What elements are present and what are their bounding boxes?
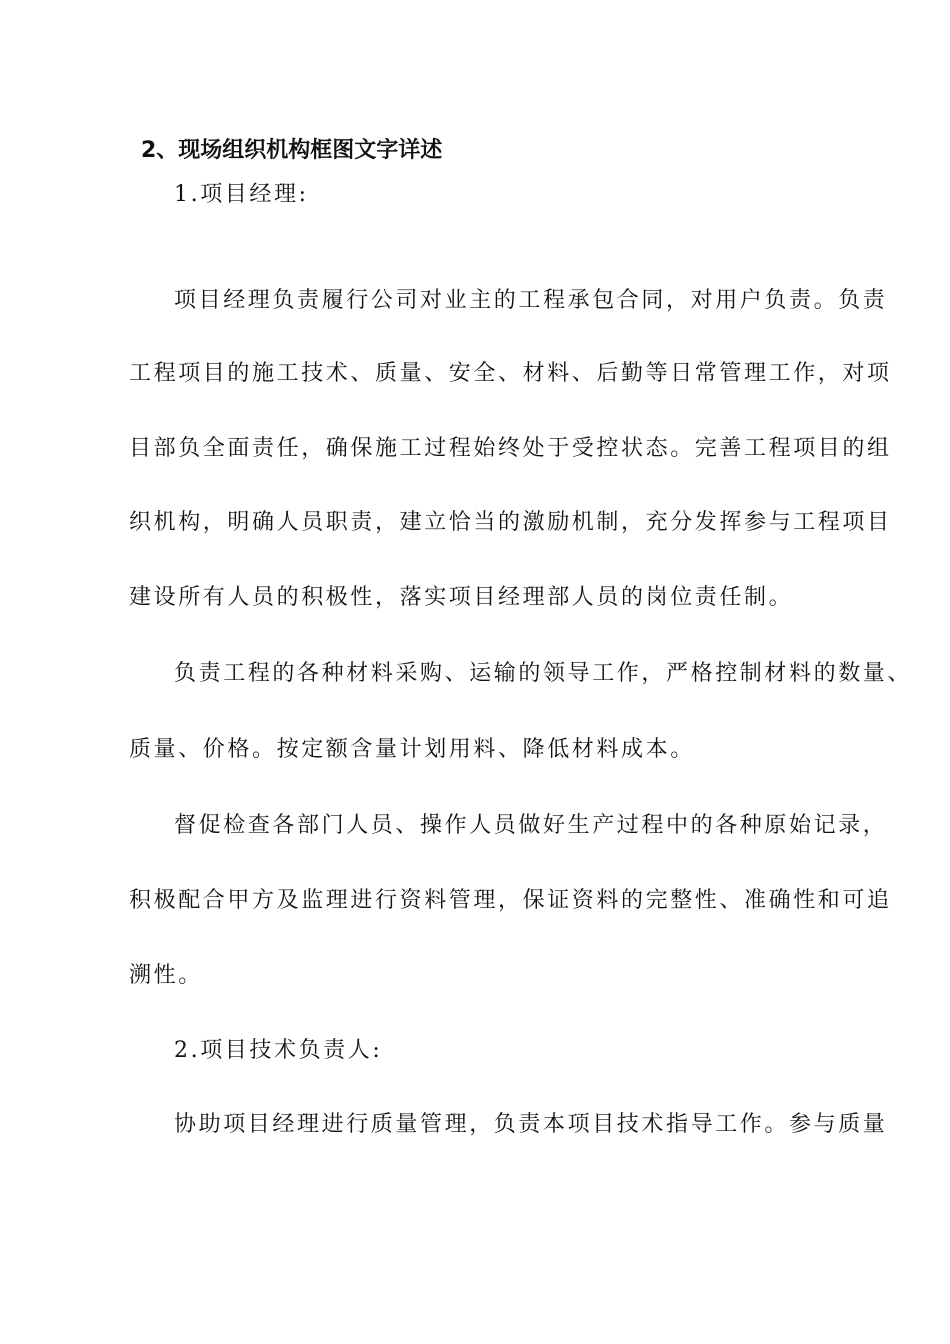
paragraph-line: 积极配合甲方及监理进行资料管理，保证资料的完整性、准确性和可追 <box>129 888 892 913</box>
paragraph-line: 协助项目经理进行质量管理，负责本项目技术指导工作。参与质量 <box>174 1112 888 1137</box>
paragraph-line: 建设所有人员的积极性，落实项目经理部人员的岗位责任制。 <box>129 585 794 610</box>
subsection-title-project-manager: 1.项目经理: <box>174 182 309 207</box>
paragraph-line: 质量、价格。按定额含量计划用料、降低材料成本。 <box>129 737 695 762</box>
paragraph-line: 工程项目的施工技术、质量、安全、材料、后勤等日常管理工作，对项 <box>129 361 892 386</box>
paragraph-line: 溯性。 <box>129 963 203 988</box>
paragraph-line: 织机构，明确人员职责，建立恰当的激励机制，充分发挥参与工程项目 <box>129 510 892 535</box>
paragraph-line: 督促检查各部门人员、操作人员做好生产过程中的各种原始记录， <box>174 813 888 838</box>
subsection-title-technical-lead: 2.项目技术负责人: <box>174 1038 383 1063</box>
section-heading: 2、现场组织机构框图文字详述 <box>141 138 443 163</box>
paragraph-line: 目部负全面责任，确保施工过程始终处于受控状态。完善工程项目的组 <box>129 436 892 461</box>
paragraph-line: 项目经理负责履行公司对业主的工程承包合同，对用户负责。负责 <box>174 288 888 313</box>
paragraph-line: 负责工程的各种材料采购、运输的领导工作，严格控制材料的数量、 <box>174 661 913 686</box>
